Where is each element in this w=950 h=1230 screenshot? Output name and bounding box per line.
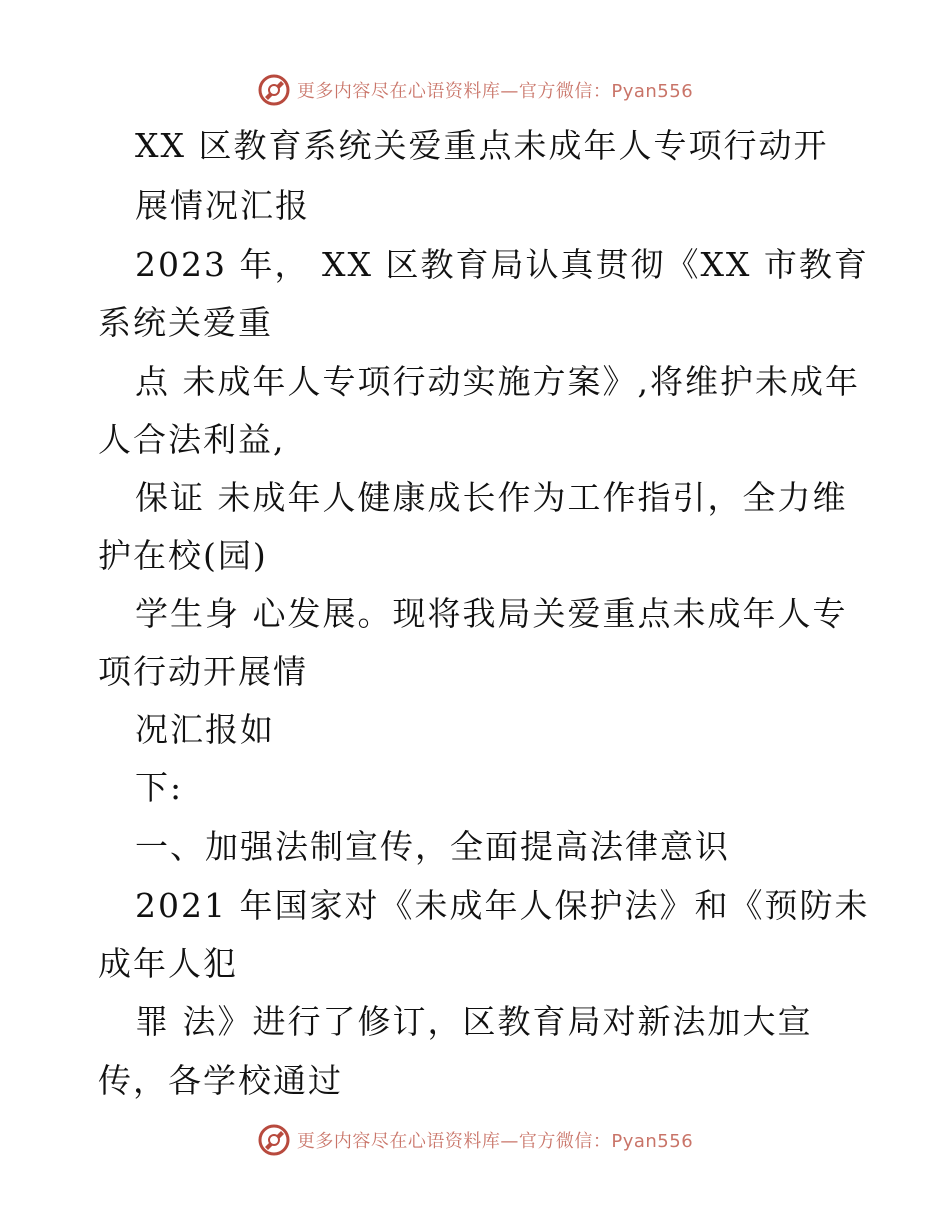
text-line: 护在校(园) bbox=[98, 536, 268, 575]
text-line: 成年人犯 bbox=[98, 944, 238, 983]
text-line: XX 区教育系统关爱重点未成年人专项行动开 bbox=[135, 126, 829, 165]
text-line: 点 未成年人专项行动实施方案》,将维护未成年 bbox=[135, 362, 860, 401]
footer-banner bbox=[0, 1120, 950, 1160]
text-line: 2021 年国家对《未成年人保护法》和《预防未 bbox=[135, 886, 870, 925]
text-line: 2023 年， XX 区教育局认真贯彻《XX 市教育 bbox=[135, 245, 869, 284]
text-line: 系统关爱重 bbox=[98, 303, 273, 342]
brand-logo-icon bbox=[257, 1123, 291, 1157]
header-banner bbox=[0, 70, 950, 110]
text-line: 学生身 心发展。现将我局关爱重点未成年人专 bbox=[135, 594, 848, 633]
text-line: 况汇报如 bbox=[135, 710, 275, 749]
text-line: 项行动开展情 bbox=[98, 652, 308, 691]
text-line: 保证 未成年人健康成长作为工作指引，全力维 bbox=[135, 478, 848, 517]
text-line: 下: bbox=[135, 768, 184, 807]
brand-logo-icon bbox=[257, 73, 291, 107]
banner-text: 更多内容尽在心语资料库—官方微信：Pyan556 bbox=[296, 81, 694, 102]
section-heading: 一、加强法制宣传，全面提高法律意识 bbox=[135, 827, 730, 866]
text-line: 展情况汇报 bbox=[135, 186, 310, 225]
banner-text: 更多内容尽在心语资料库—官方微信：Pyan556 bbox=[296, 1131, 694, 1152]
text-line: 人合法利益, bbox=[98, 420, 286, 459]
text-line: 传，各学校通过 bbox=[98, 1061, 343, 1100]
text-line: 罪 法》进行了修订，区教育局对新法加大宣 bbox=[135, 1002, 813, 1041]
